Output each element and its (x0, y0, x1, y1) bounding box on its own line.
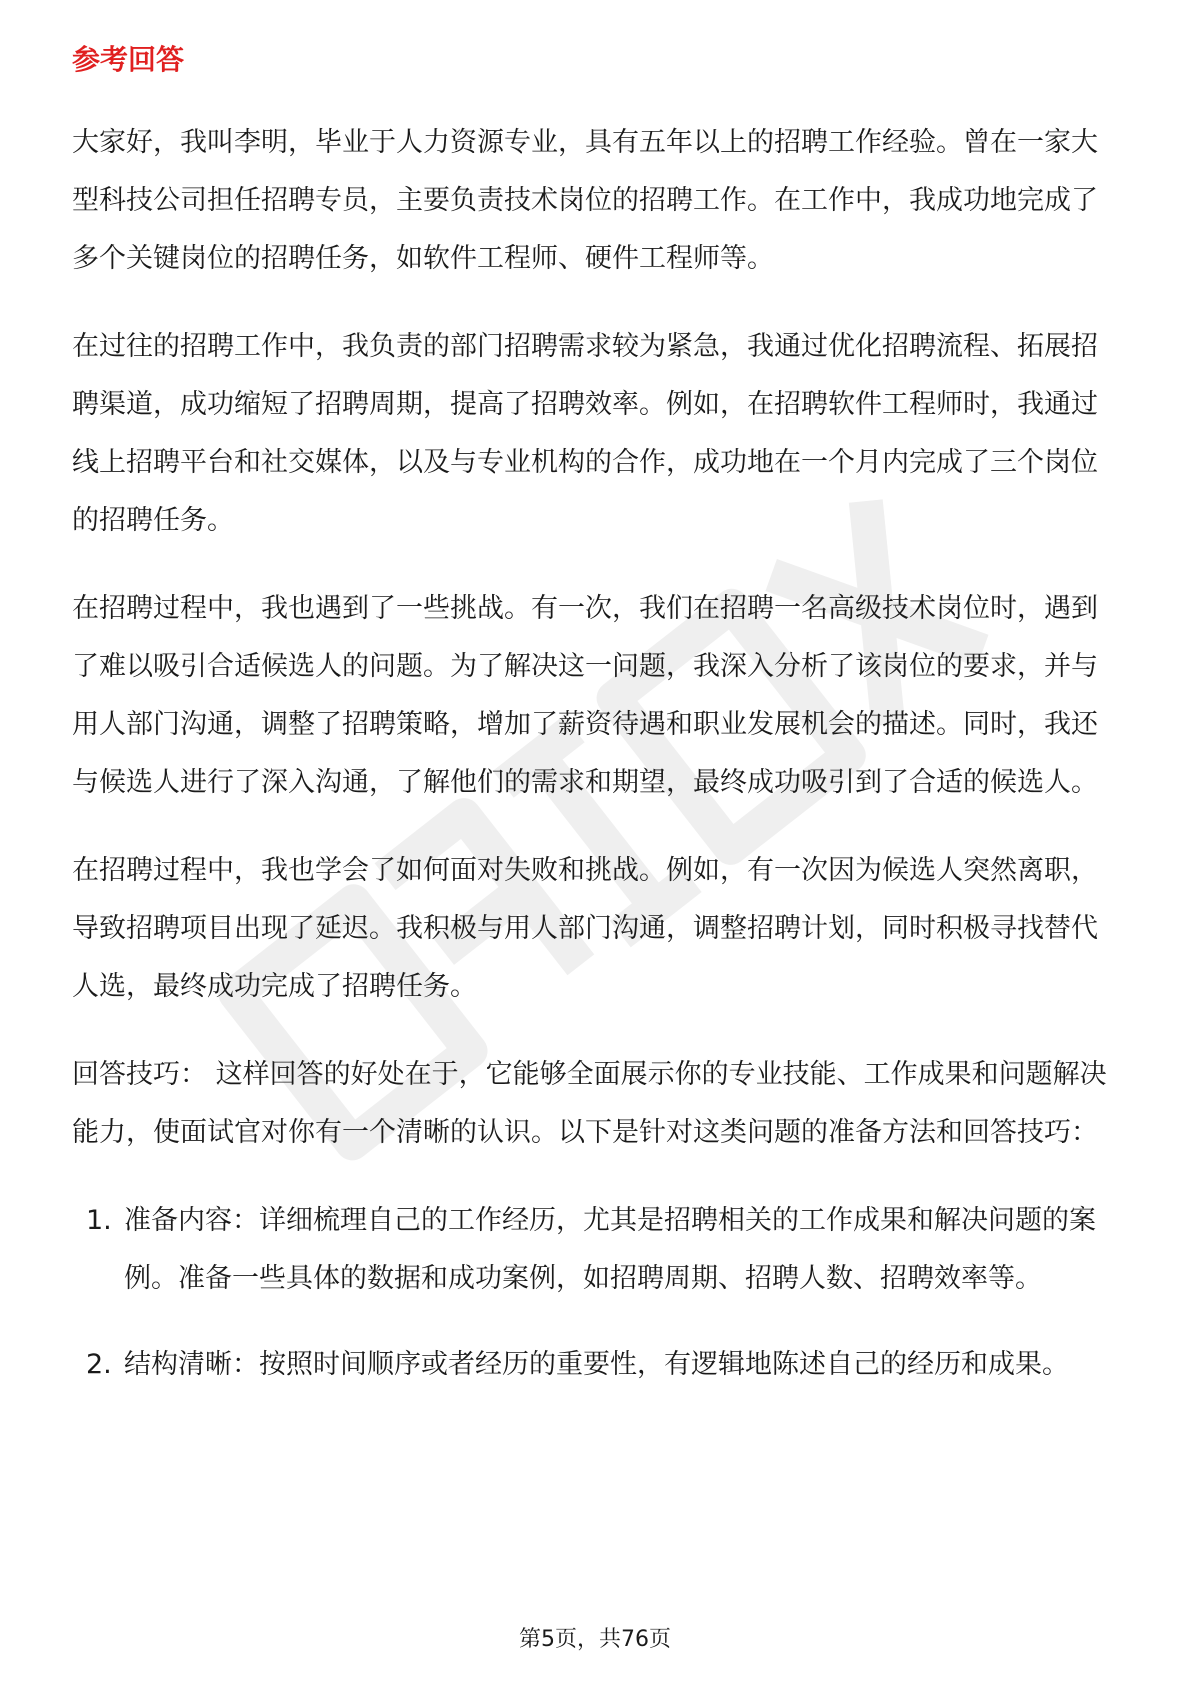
answer-tips: 回答技巧： 这样回答的好处在于，它能够全面展示你的专业技能、工作成果和问题解决能力，使面试官对你有一个清晰的认识。以下是针对这类问题的准备方法和回答技巧： (72, 1059, 1107, 1148)
paragraph-3: 在招聘过程中，我也遇到了一些挑战。有一次，我们在招聘一名高级技术岗位时，遇到了难以吸引合适候选人的问题。为了解决这一问题，我深入分析了该岗位的要求，并与用人部门沟通，调整了招聘策略，增加了薪资待遇和职业发展机会的描述。同时，我还与候选人进行了深入沟通，了解他们的需求和期望，最终成功吸引到了合适的候选人。 (72, 593, 1098, 798)
paragraph-1: 大家好，我叫李明，毕业于人力资源专业，具有五年以上的招聘工作经验。曾在一家大型科技公司担任招聘专员，主要负责技术岗位的招聘工作。在工作中，我成功地完成了多个关键岗位的招聘任务，如软件工程师、硬件工程师等。 (72, 127, 1098, 274)
list-number: 2. (86, 1349, 112, 1380)
paragraph-2: 在过往的招聘工作中，我负责的部门招聘需求较为紧急，我通过优化招聘流程、拓展招聘渠道，成功缩短了招聘周期，提高了招聘效率。例如，在招聘软件工程师时，我通过线上招聘平台和社交媒体，以及与专业机构的合作，成功地在一个月内完成了三个岗位的招聘任务。 (72, 331, 1098, 536)
page-footer: 第5页，共76页 (519, 1627, 671, 1652)
paragraph-4: 在招聘过程中，我也学会了如何面对失败和挑战。例如，有一次因为候选人突然离职，导致招聘项目出现了延迟。我积极与用人部门沟通，调整招聘计划，同时积极寻找替代人选，最终成功完成了招聘任务。 (72, 855, 1098, 1002)
list-text: 准备内容：详细梳理自己的工作经历，尤其是招聘相关的工作成果和解决问题的案例。准备一些具体的数据和成功案例，如招聘周期、招聘人数、招聘效率等。 (124, 1205, 1096, 1294)
section-heading: 参考回答 (72, 43, 185, 76)
list-item (72, 1336, 1122, 1394)
list-text: 结构清晰：按照时间顺序或者经历的重要性，有逻辑地陈述自己的经历和成果。 (124, 1349, 1069, 1380)
content-area (72, 40, 1122, 1422)
tips-list (72, 1192, 1122, 1394)
list-number: 1. (86, 1205, 112, 1236)
list-item (72, 1192, 1122, 1308)
